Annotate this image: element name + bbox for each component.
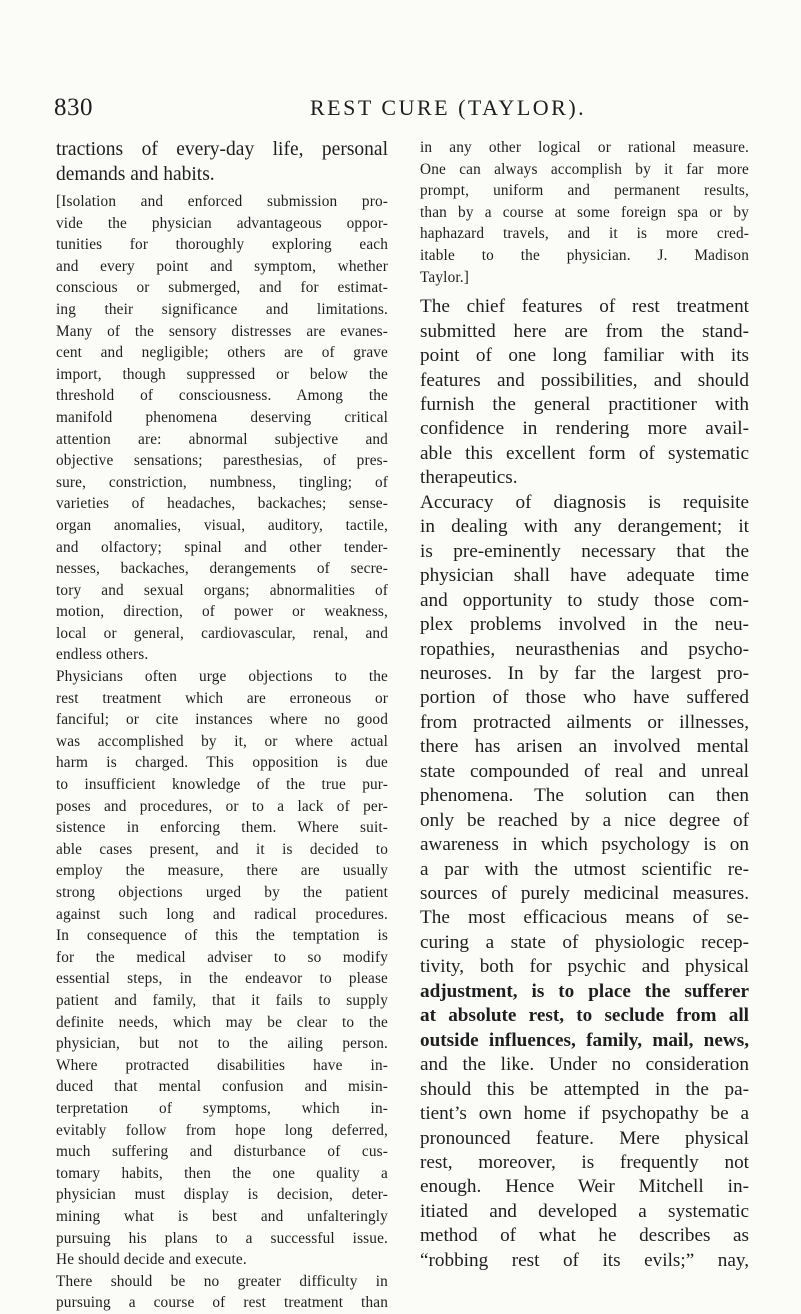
text-line: Where protracted disabilities have in- <box>56 1056 388 1074</box>
text-line: physician shall have adequate time <box>420 565 749 587</box>
text-line: Accuracy of diagnosis is requisite <box>420 491 749 513</box>
text-line: The chief features of rest treatment <box>420 296 749 318</box>
text-line: physician must display is decision, deter- <box>56 1186 388 1204</box>
text-line: furnish the general practitioner with <box>420 393 749 415</box>
text-line: itable to the physician. J. Madison <box>420 246 749 264</box>
text-line: pursuing his plans to a successful issue. <box>56 1229 388 1247</box>
text-line: pursuing a course of rest treatment than <box>56 1294 388 1312</box>
text-line: duced that mental confusion and misin- <box>56 1078 388 1096</box>
text-line: plex problems involved in the neu- <box>420 614 749 636</box>
text-line: at absolute rest, to seclude from all <box>420 1005 749 1027</box>
text-line: poses and procedures, or to a lack of per- <box>56 797 388 815</box>
text-line: Taylor.] <box>420 268 469 286</box>
text-line: portion of those who have suffered <box>420 687 749 709</box>
text-line: local or general, cardiovascular, renal, and <box>56 624 388 642</box>
text-line: in any other logical or rational measure. <box>420 139 749 156</box>
text-line: physician, but not to the ailing person. <box>56 1035 388 1053</box>
text-line: harm is charged. This opposition is due <box>56 754 388 772</box>
text-line: fanciful; or cite instances where no good <box>56 711 388 729</box>
text-line: terpretation of symptoms, which in- <box>56 1099 388 1117</box>
text-line: method of what he describes as <box>420 1225 749 1247</box>
running-head: REST CURE (TAYLOR). <box>310 95 587 120</box>
text-line: therapeutics. <box>420 467 518 489</box>
text-line: objective sensations; paresthesias, of pres- <box>56 452 388 470</box>
text-line: tivity, both for psychic and physical <box>420 956 749 978</box>
text-line: adjustment, is to place the sufferer <box>420 980 749 1002</box>
text-line: ropathies, neurasthenias and psycho- <box>420 638 749 660</box>
text-line: evitably follow from hope long deferred, <box>56 1121 388 1139</box>
text-line: able cases present, and it is decided to <box>56 840 388 858</box>
text-line: cent and negligible; others are of grave <box>56 344 388 362</box>
text-line: was accomplished by it, or where actual <box>56 732 388 750</box>
text-line: a par with the utmost scientific re- <box>420 858 749 880</box>
text-line: He should decide and execute. <box>56 1251 247 1269</box>
text-line: mining what is best and unfalteringly <box>56 1207 388 1225</box>
right-small-text <box>420 137 749 288</box>
text-line: and olfactory; spinal and other tender- <box>56 538 388 556</box>
text-line: phenomena. The solution can then <box>420 785 749 807</box>
text-line: tomary habits, then the one quality a <box>56 1164 388 1182</box>
text-line: haphazard travels, and it is more cred- <box>420 225 749 243</box>
text-line: features and possibilities, and should <box>420 369 749 391</box>
left-small-text <box>56 191 388 1314</box>
text-line: in dealing with any derangement; it <box>420 516 749 538</box>
text-line: ing their significance and limitations. <box>56 300 388 318</box>
text-line: there has arisen an involved mental <box>420 736 749 758</box>
text-line: [Isolation and enforced submission pro- <box>56 193 388 210</box>
text-line: employ the measure, there are usually <box>56 862 388 880</box>
text-line: organ anomalies, visual, auditory, tactile, <box>56 516 388 534</box>
text-line: import, though suppressed or below the <box>56 365 388 383</box>
text-line: vide the physician advantageous oppor- <box>56 214 388 232</box>
text-line: rest, moreover, is frequently not <box>420 1152 749 1174</box>
text-line: nesses, backaches, derangements of secre- <box>56 560 388 578</box>
text-line: One can always accomplish by it far more <box>420 160 749 178</box>
text-line: demands and habits. <box>56 164 215 185</box>
text-line: itiated and developed a systematic <box>420 1200 749 1222</box>
right-main-text <box>420 295 749 1273</box>
text-line: sources of purely medicinal measures. <box>420 883 749 905</box>
text-line: from protracted ailments or illnesses, <box>420 711 749 733</box>
text-line: than by a course at some foreign spa or by <box>420 203 749 221</box>
text-line: tunities for thoroughly exploring each <box>56 236 388 254</box>
text-line: strong objections urged by the patient <box>56 884 388 901</box>
text-line: endless others. <box>56 646 149 664</box>
text-line: is pre-eminently necessary that the <box>420 540 749 562</box>
text-line: only be reached by a nice degree of <box>420 809 749 831</box>
text-line: able this excellent form of systematic <box>420 442 749 464</box>
text-line: much suffering and disturbance of cus- <box>56 1143 388 1161</box>
text-line: and the like. Under no consideration <box>420 1054 749 1076</box>
text-line: curing a state of physiologic recep- <box>420 931 749 953</box>
page-number: 830 <box>54 94 93 121</box>
left-lead-paragraph <box>56 137 388 187</box>
right-column <box>420 137 749 1273</box>
text-line: motion, direction, of power or weakness, <box>56 603 388 621</box>
text-line: pronounced feature. Mere physical <box>420 1127 749 1149</box>
text-line: neuroses. In by far the largest pro- <box>420 662 749 684</box>
text-line: attention are: abnormal subjective and <box>56 430 388 448</box>
text-line: Many of the sensory distresses are evanes- <box>56 322 388 340</box>
text-line: varieties of headaches, backaches; sense- <box>56 495 388 513</box>
text-line: definite needs, which may be clear to the <box>56 1013 388 1031</box>
text-line: conscious or submerged, and for estimat- <box>56 279 388 297</box>
text-line: enough. Hence Weir Mitchell in- <box>420 1176 749 1198</box>
text-line: submitted here are from the stand- <box>420 320 749 342</box>
text-line: tient’s own home if psychopathy be a <box>420 1103 749 1125</box>
text-line: The most efficacious means of se- <box>420 907 749 929</box>
text-line: tractions of every-day life, personal <box>56 139 388 160</box>
text-line: outside influences, family, mail, news, <box>420 1029 749 1051</box>
text-line: awareness in which psychology is on <box>420 834 749 856</box>
text-line: and opportunity to study those com- <box>420 589 749 611</box>
text-line: point of one long familiar with its <box>420 345 749 367</box>
text-line: There should be no greater difficulty in <box>56 1272 388 1290</box>
text-line: manifold phenomena deserving critical <box>56 408 388 426</box>
text-line: essential steps, in the endeavor to please <box>56 970 388 988</box>
text-line: sistence in enforcing them. Where suit- <box>56 819 388 837</box>
text-line: state compounded of real and unreal <box>420 760 749 782</box>
text-line: “robbing rest of its evils;” nay, <box>420 1249 749 1271</box>
text-line: rest treatment which are erroneous or <box>56 689 388 707</box>
left-column <box>56 137 388 1314</box>
text-line: Physicians often urge objections to the <box>56 668 388 686</box>
text-line: and every point and symptom, whether <box>56 257 388 275</box>
text-line: for the medical adviser to so modify <box>56 948 388 966</box>
text-line: tory and sexual organs; abnormalities of <box>56 581 388 599</box>
text-line: prompt, uniform and permanent results, <box>420 182 749 200</box>
text-line: In consequence of this the temptation is <box>56 927 388 945</box>
text-line: patient and family, that it fails to supply <box>56 991 388 1009</box>
text-line: confidence in rendering more avail- <box>420 418 749 440</box>
text-line: to insufficient knowledge of the true pur- <box>56 776 388 794</box>
text-line: against such long and radical procedures. <box>56 905 388 923</box>
text-line: threshold of consciousness. Among the <box>56 387 388 405</box>
text-line: should this be attempted in the pa- <box>420 1078 749 1100</box>
text-line: sure, constriction, numbness, tingling; of <box>56 473 388 491</box>
